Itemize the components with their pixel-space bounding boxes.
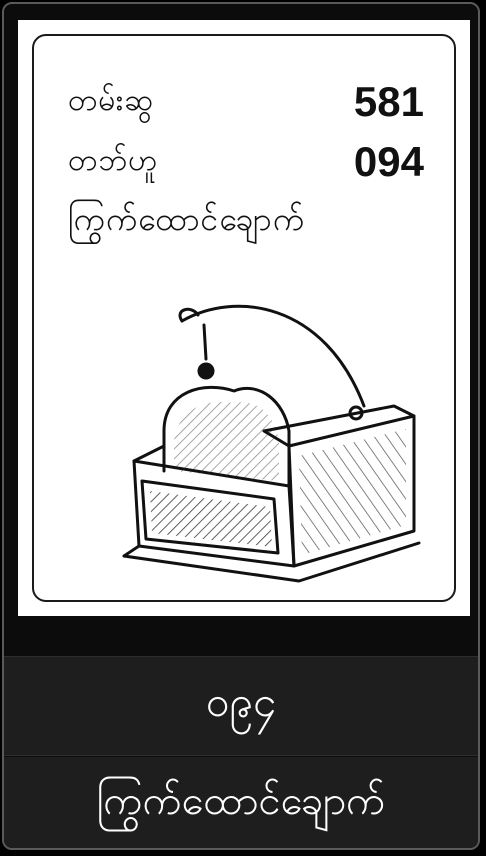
row-1-label: တမ်းဆွ	[68, 82, 154, 118]
row-1-value: 581	[353, 78, 424, 125]
mousetrap-sketch-icon	[94, 281, 424, 591]
row-2-label: တဘ်ဟူ	[68, 142, 159, 178]
row-2-value: 094	[353, 138, 424, 185]
card-row-3	[68, 196, 424, 248]
caption-word: ကြွက်ထောင်ချောက်	[4, 757, 478, 850]
card-row-1	[68, 76, 424, 128]
card-row-2	[68, 136, 424, 188]
card-image	[18, 20, 470, 616]
caption-number: ၀၉၄	[4, 656, 478, 756]
flashcard-frame	[2, 2, 480, 850]
card-border	[32, 34, 456, 602]
card-title: ကြွက်ထောင်ချောက်	[68, 200, 305, 238]
